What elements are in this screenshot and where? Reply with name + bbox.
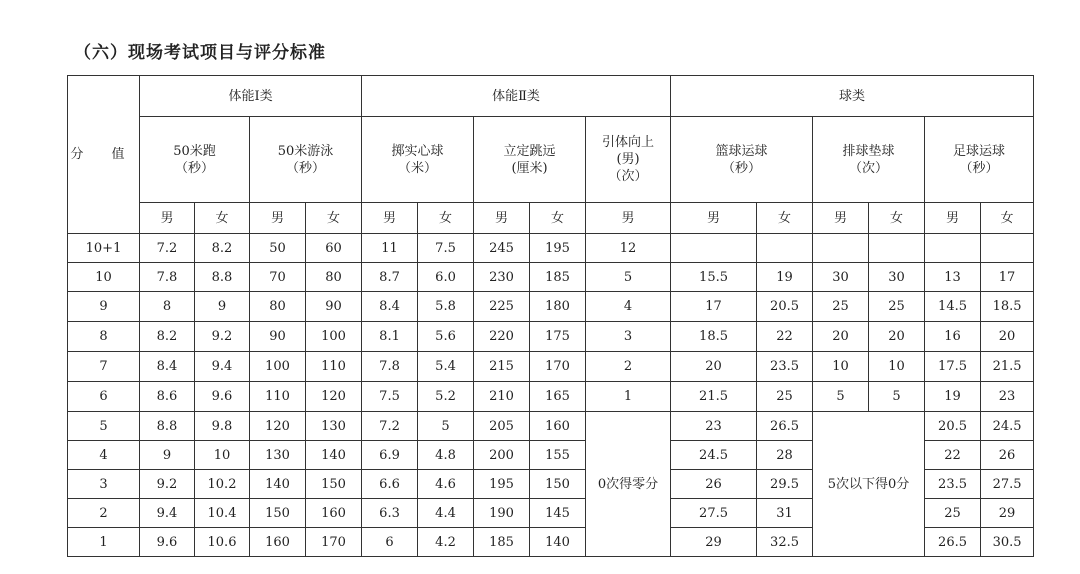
value-cell: 30	[869, 263, 925, 292]
value-cell: 24.5	[981, 412, 1034, 441]
sex-female: 女	[869, 203, 925, 234]
score-cell: 2	[68, 499, 140, 528]
value-cell: 4.8	[418, 441, 474, 470]
value-cell	[981, 234, 1034, 263]
value-cell: 1	[586, 382, 671, 412]
value-cell: 31	[757, 499, 813, 528]
value-cell: 9.8	[195, 412, 250, 441]
value-cell: 32.5	[757, 528, 813, 557]
score-cell: 10	[68, 263, 140, 292]
value-cell: 170	[306, 528, 362, 557]
value-cell: 170	[530, 352, 586, 382]
value-cell: 165	[530, 382, 586, 412]
value-cell: 9.4	[195, 352, 250, 382]
value-cell: 195	[530, 234, 586, 263]
value-cell: 28	[757, 441, 813, 470]
sex-male: 男	[586, 203, 671, 234]
value-cell: 110	[250, 382, 306, 412]
value-cell: 10.4	[195, 499, 250, 528]
item-header-50m-swim	[250, 117, 362, 203]
value-cell: 10	[813, 352, 869, 382]
sex-male: 男	[140, 203, 195, 234]
item-unit: （秒）	[959, 160, 999, 176]
value-cell: 130	[306, 412, 362, 441]
value-cell: 25	[757, 382, 813, 412]
value-cell: 18.5	[671, 322, 757, 352]
value-cell: 9.2	[195, 322, 250, 352]
value-cell: 25	[869, 292, 925, 322]
value-cell: 130	[250, 441, 306, 470]
value-cell: 120	[306, 382, 362, 412]
value-cell: 29.5	[757, 470, 813, 499]
sex-male: 男	[925, 203, 981, 234]
value-cell	[869, 234, 925, 263]
value-cell: 6.0	[418, 263, 474, 292]
value-cell: 210	[474, 382, 530, 412]
value-cell: 195	[474, 470, 530, 499]
item-unit: （秒）	[174, 160, 214, 176]
value-cell: 5	[869, 382, 925, 412]
sex-male: 男	[671, 203, 757, 234]
value-cell: 9.6	[195, 382, 250, 412]
value-cell: 4.6	[418, 470, 474, 499]
value-cell: 17.5	[925, 352, 981, 382]
score-cell: 7	[68, 352, 140, 382]
value-cell: 7.2	[140, 234, 195, 263]
value-cell: 100	[250, 352, 306, 382]
value-cell: 60	[306, 234, 362, 263]
value-cell: 90	[250, 322, 306, 352]
value-cell: 7.5	[362, 382, 418, 412]
table-row	[68, 263, 1034, 292]
value-cell: 8.8	[195, 263, 250, 292]
table-row	[68, 382, 1034, 412]
value-cell: 8.8	[140, 412, 195, 441]
score-cell: 1	[68, 528, 140, 557]
sex-female: 女	[418, 203, 474, 234]
sex-female: 女	[757, 203, 813, 234]
item-name: 足球运球	[953, 143, 1006, 159]
value-cell: 150	[250, 499, 306, 528]
value-cell: 25	[813, 292, 869, 322]
value-cell: 205	[474, 412, 530, 441]
item-header-long-jump	[474, 117, 586, 203]
value-cell: 18.5	[981, 292, 1034, 322]
value-cell: 50	[250, 234, 306, 263]
table-row	[68, 234, 1034, 263]
value-cell: 10	[195, 441, 250, 470]
value-cell: 26	[671, 470, 757, 499]
score-cell: 3	[68, 470, 140, 499]
value-cell: 8.4	[140, 352, 195, 382]
item-unit: （秒）	[722, 160, 762, 176]
value-cell: 5	[418, 412, 474, 441]
value-cell: 13	[925, 263, 981, 292]
value-cell: 120	[250, 412, 306, 441]
value-cell: 16	[925, 322, 981, 352]
value-cell: 4.2	[418, 528, 474, 557]
value-cell: 8	[140, 292, 195, 322]
value-cell: 110	[306, 352, 362, 382]
value-cell: 5.4	[418, 352, 474, 382]
page-title: （六）现场考试项目与评分标准	[74, 43, 326, 63]
value-cell: 26.5	[925, 528, 981, 557]
group-header-fitness-1: 体能Ⅰ类	[140, 76, 362, 117]
value-cell: 7.5	[418, 234, 474, 263]
item-unit: （秒）	[286, 160, 326, 176]
value-cell: 6.9	[362, 441, 418, 470]
value-cell: 185	[474, 528, 530, 557]
value-cell: 6.6	[362, 470, 418, 499]
value-cell: 70	[250, 263, 306, 292]
item-header-volleyball	[813, 117, 925, 203]
item-unit: (厘米)	[511, 160, 548, 176]
score-cell: 9	[68, 292, 140, 322]
value-cell	[813, 234, 869, 263]
value-cell: 230	[474, 263, 530, 292]
value-cell: 160	[306, 499, 362, 528]
item-name: 引体向上	[602, 135, 655, 150]
value-cell: 150	[530, 470, 586, 499]
value-cell: 20	[671, 352, 757, 382]
value-cell: 26	[981, 441, 1034, 470]
value-cell: 25	[925, 499, 981, 528]
value-cell: 7.8	[362, 352, 418, 382]
value-cell: 20	[981, 322, 1034, 352]
value-cell	[671, 234, 757, 263]
value-cell: 8.7	[362, 263, 418, 292]
sex-female: 女	[306, 203, 362, 234]
value-cell: 9	[195, 292, 250, 322]
value-cell: 90	[306, 292, 362, 322]
value-cell: 7.2	[362, 412, 418, 441]
header-group-row	[68, 76, 1034, 117]
value-cell: 20.5	[925, 412, 981, 441]
value-cell: 10	[869, 352, 925, 382]
value-cell: 245	[474, 234, 530, 263]
item-header-shot-put	[362, 117, 474, 203]
value-cell: 180	[530, 292, 586, 322]
value-cell: 10.2	[195, 470, 250, 499]
item-name: 50米跑	[173, 143, 216, 159]
value-cell: 8.4	[362, 292, 418, 322]
score-cell: 5	[68, 412, 140, 441]
score-cell: 10+1	[68, 234, 140, 263]
value-cell: 23	[981, 382, 1034, 412]
sex-female: 女	[981, 203, 1034, 234]
value-cell: 30.5	[981, 528, 1034, 557]
value-cell: 26.5	[757, 412, 813, 441]
value-cell: 27.5	[671, 499, 757, 528]
header-sex-row	[68, 203, 1034, 234]
value-cell: 225	[474, 292, 530, 322]
item-name: 50米游泳	[277, 143, 334, 159]
value-cell: 190	[474, 499, 530, 528]
value-cell: 20	[813, 322, 869, 352]
item-unit: （米）	[398, 160, 438, 176]
value-cell: 220	[474, 322, 530, 352]
item-unit: （次）	[608, 169, 648, 184]
sex-female: 女	[530, 203, 586, 234]
value-cell: 23.5	[757, 352, 813, 382]
value-cell: 8.6	[140, 382, 195, 412]
value-cell: 200	[474, 441, 530, 470]
score-cell: 4	[68, 441, 140, 470]
score-cell: 6	[68, 382, 140, 412]
item-header-50m-run	[140, 117, 250, 203]
value-cell: 9	[140, 441, 195, 470]
value-cell: 23.5	[925, 470, 981, 499]
value-cell: 160	[530, 412, 586, 441]
value-cell: 8.1	[362, 322, 418, 352]
group-header-ball: 球类	[671, 76, 1034, 117]
value-cell: 12	[586, 234, 671, 263]
value-cell: 215	[474, 352, 530, 382]
value-cell: 4.4	[418, 499, 474, 528]
item-name: 篮球运球	[715, 143, 768, 159]
value-cell: 17	[671, 292, 757, 322]
item-unit: (男)	[616, 152, 640, 167]
value-cell: 2	[586, 352, 671, 382]
value-cell: 150	[306, 470, 362, 499]
item-name: 立定跳远	[503, 143, 556, 159]
item-name: 排球垫球	[842, 143, 895, 159]
value-cell: 145	[530, 499, 586, 528]
value-cell: 22	[757, 322, 813, 352]
item-name: 掷实心球	[391, 143, 444, 159]
value-cell: 3	[586, 322, 671, 352]
item-unit: （次）	[849, 160, 889, 176]
value-cell: 23	[671, 412, 757, 441]
value-cell: 9.2	[140, 470, 195, 499]
value-cell: 5.6	[418, 322, 474, 352]
value-cell: 8.2	[195, 234, 250, 263]
value-cell: 20	[869, 322, 925, 352]
value-cell: 140	[530, 528, 586, 557]
value-cell: 6	[362, 528, 418, 557]
value-cell: 140	[250, 470, 306, 499]
score-cell: 8	[68, 322, 140, 352]
value-cell: 5	[813, 382, 869, 412]
value-cell: 30	[813, 263, 869, 292]
header-item-row	[68, 117, 1034, 203]
value-cell: 21.5	[981, 352, 1034, 382]
table-row	[68, 322, 1034, 352]
value-cell: 24.5	[671, 441, 757, 470]
value-cell: 19	[925, 382, 981, 412]
value-cell: 11	[362, 234, 418, 263]
value-cell: 80	[250, 292, 306, 322]
value-cell: 9.4	[140, 499, 195, 528]
sex-male: 男	[250, 203, 306, 234]
value-cell: 6.3	[362, 499, 418, 528]
value-cell: 27.5	[981, 470, 1034, 499]
value-cell: 19	[757, 263, 813, 292]
sex-female: 女	[195, 203, 250, 234]
value-cell: 140	[306, 441, 362, 470]
value-cell: 9.6	[140, 528, 195, 557]
value-cell: 15.5	[671, 263, 757, 292]
volleyball-zero-note: 5次以下得0分	[813, 412, 925, 557]
value-cell: 21.5	[671, 382, 757, 412]
table-row	[68, 352, 1034, 382]
value-cell: 8.2	[140, 322, 195, 352]
value-cell	[925, 234, 981, 263]
value-cell: 14.5	[925, 292, 981, 322]
table-row	[68, 412, 1034, 441]
value-cell: 160	[250, 528, 306, 557]
item-header-pull-up	[586, 117, 671, 203]
value-cell: 80	[306, 263, 362, 292]
value-cell: 185	[530, 263, 586, 292]
sex-male: 男	[362, 203, 418, 234]
value-cell: 10.6	[195, 528, 250, 557]
value-cell: 5.8	[418, 292, 474, 322]
value-cell: 29	[671, 528, 757, 557]
value-cell: 20.5	[757, 292, 813, 322]
value-cell: 7.8	[140, 263, 195, 292]
item-header-basketball	[671, 117, 813, 203]
value-cell: 175	[530, 322, 586, 352]
pullup-zero-note: 0次得零分	[586, 412, 671, 557]
scoring-table	[67, 75, 1034, 557]
value-cell: 4	[586, 292, 671, 322]
table-row	[68, 292, 1034, 322]
item-header-football	[925, 117, 1034, 203]
value-cell	[757, 234, 813, 263]
value-cell: 5.2	[418, 382, 474, 412]
value-cell: 29	[981, 499, 1034, 528]
value-cell: 100	[306, 322, 362, 352]
value-cell: 22	[925, 441, 981, 470]
sex-male: 男	[813, 203, 869, 234]
sex-male: 男	[474, 203, 530, 234]
score-column-header: 分 值	[68, 76, 140, 234]
value-cell: 155	[530, 441, 586, 470]
group-header-fitness-2: 体能Ⅱ类	[362, 76, 671, 117]
value-cell: 5	[586, 263, 671, 292]
value-cell: 17	[981, 263, 1034, 292]
